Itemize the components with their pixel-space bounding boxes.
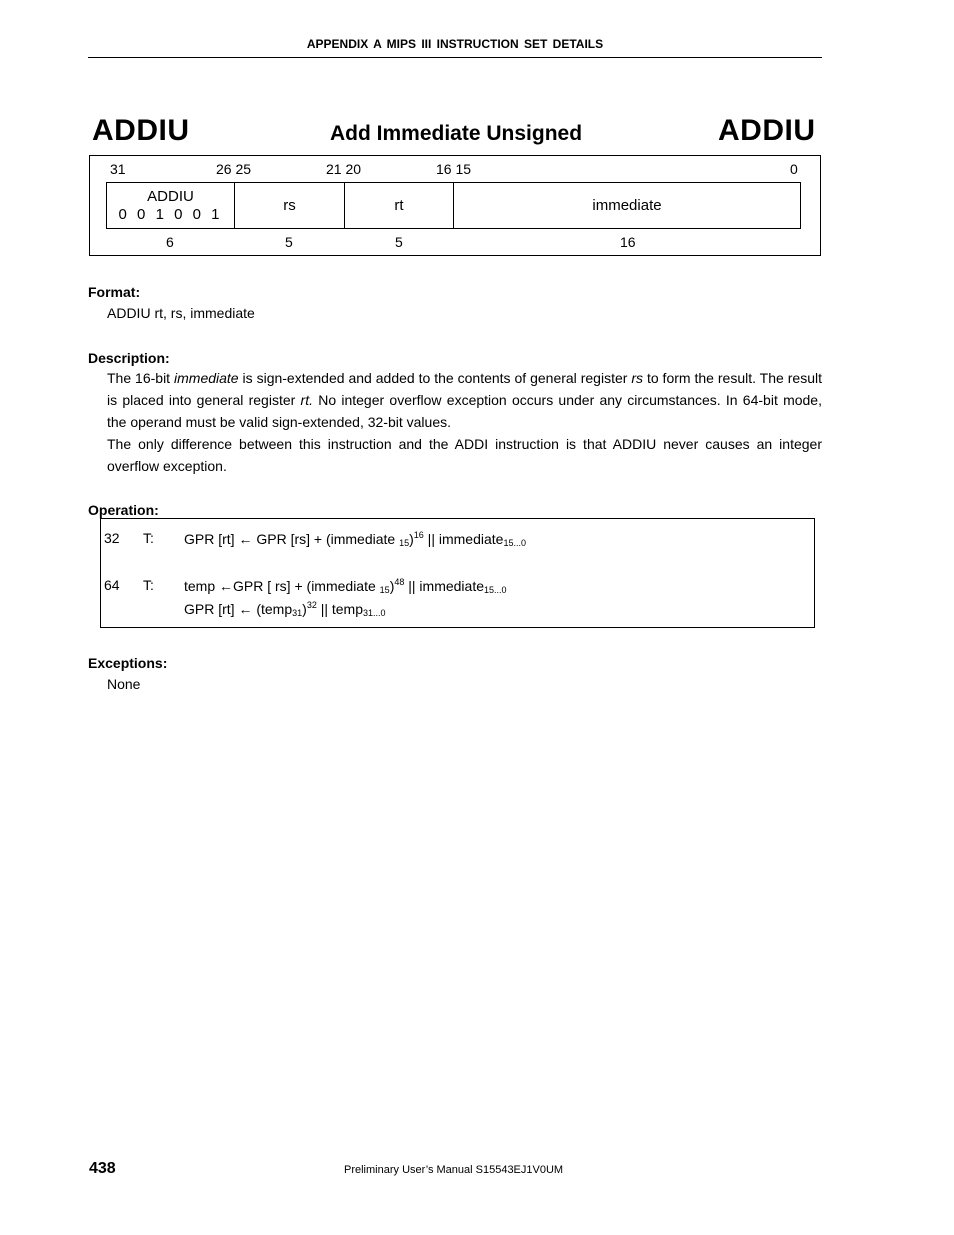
exceptions-heading: Exceptions: — [88, 655, 168, 671]
operation-statement: GPR [rt] ← GPR [rs] + (immediate $_{15}$)$^{16}$ || immediate$_{15...0}$ — [184, 530, 526, 548]
format-heading: Format: — [88, 284, 141, 300]
description-heading: Description: — [88, 350, 170, 366]
field-rt — [344, 182, 454, 229]
exceptions-text: None — [107, 676, 141, 692]
operation-time: T: — [143, 577, 154, 593]
operation-time: T: — [143, 530, 154, 546]
manual-title: Preliminary User’s Manual S15543EJ1V0UM — [344, 1164, 564, 1176]
operation-statement: temp ←GPR [ rs] + (immediate $_{15}$)$^{48}$ || immediate$_{15...0}$ — [184, 577, 507, 595]
operation-heading: Operation: — [88, 502, 159, 518]
bit-position: 21 20 — [326, 161, 362, 177]
field-width: 5 — [395, 234, 403, 250]
field-width: 6 — [166, 234, 174, 250]
description-paragraph-1: The 16-bit immediate is sign-extended and added to the contents of general register rs to form the result. The result is placed into general register rt. No integer overflow exception occurs under any circumstances. In 64-bit mode, the operand must be valid sign-extended, 32-bit values. — [107, 370, 822, 430]
running-header: APPENDIX A MIPS III INSTRUCTION SET DETAILS — [306, 37, 604, 51]
field-rs — [234, 182, 345, 229]
mnemonic-right: ADDIU — [718, 114, 816, 147]
format-syntax: ADDIU rt, rs, immediate — [107, 305, 255, 321]
field-bits: 0 0 1 0 0 1 — [118, 205, 223, 223]
field-name: rs — [283, 196, 296, 214]
bit-position: 31 — [110, 161, 126, 177]
instruction-title: Add Immediate Unsigned — [330, 122, 583, 145]
field-name: immediate — [592, 196, 662, 214]
bit-position: 16 15 — [436, 161, 472, 177]
operation-mode: 32 — [104, 530, 120, 546]
description-paragraph-2: The only difference between this instruction and the ADDI instruction is that ADDIU never causes an integer overflow exception. — [107, 436, 822, 474]
field-width: 5 — [285, 234, 293, 250]
operation-statement: GPR [rt] ← (temp$_{31}$)$^{32}$ || temp$_{31...0}$ — [184, 600, 386, 618]
field-name: ADDIU — [147, 187, 194, 205]
bit-position: 0 — [790, 161, 798, 177]
field-opcode — [106, 182, 235, 229]
page-number: 438 — [89, 1160, 116, 1177]
field-width: 16 — [620, 234, 636, 250]
header-rule — [88, 57, 822, 58]
field-immediate — [453, 182, 801, 229]
bit-position: 26 25 — [216, 161, 252, 177]
operation-mode: 64 — [104, 577, 120, 593]
mnemonic-left: ADDIU — [92, 114, 190, 147]
field-name: rt — [394, 196, 404, 214]
